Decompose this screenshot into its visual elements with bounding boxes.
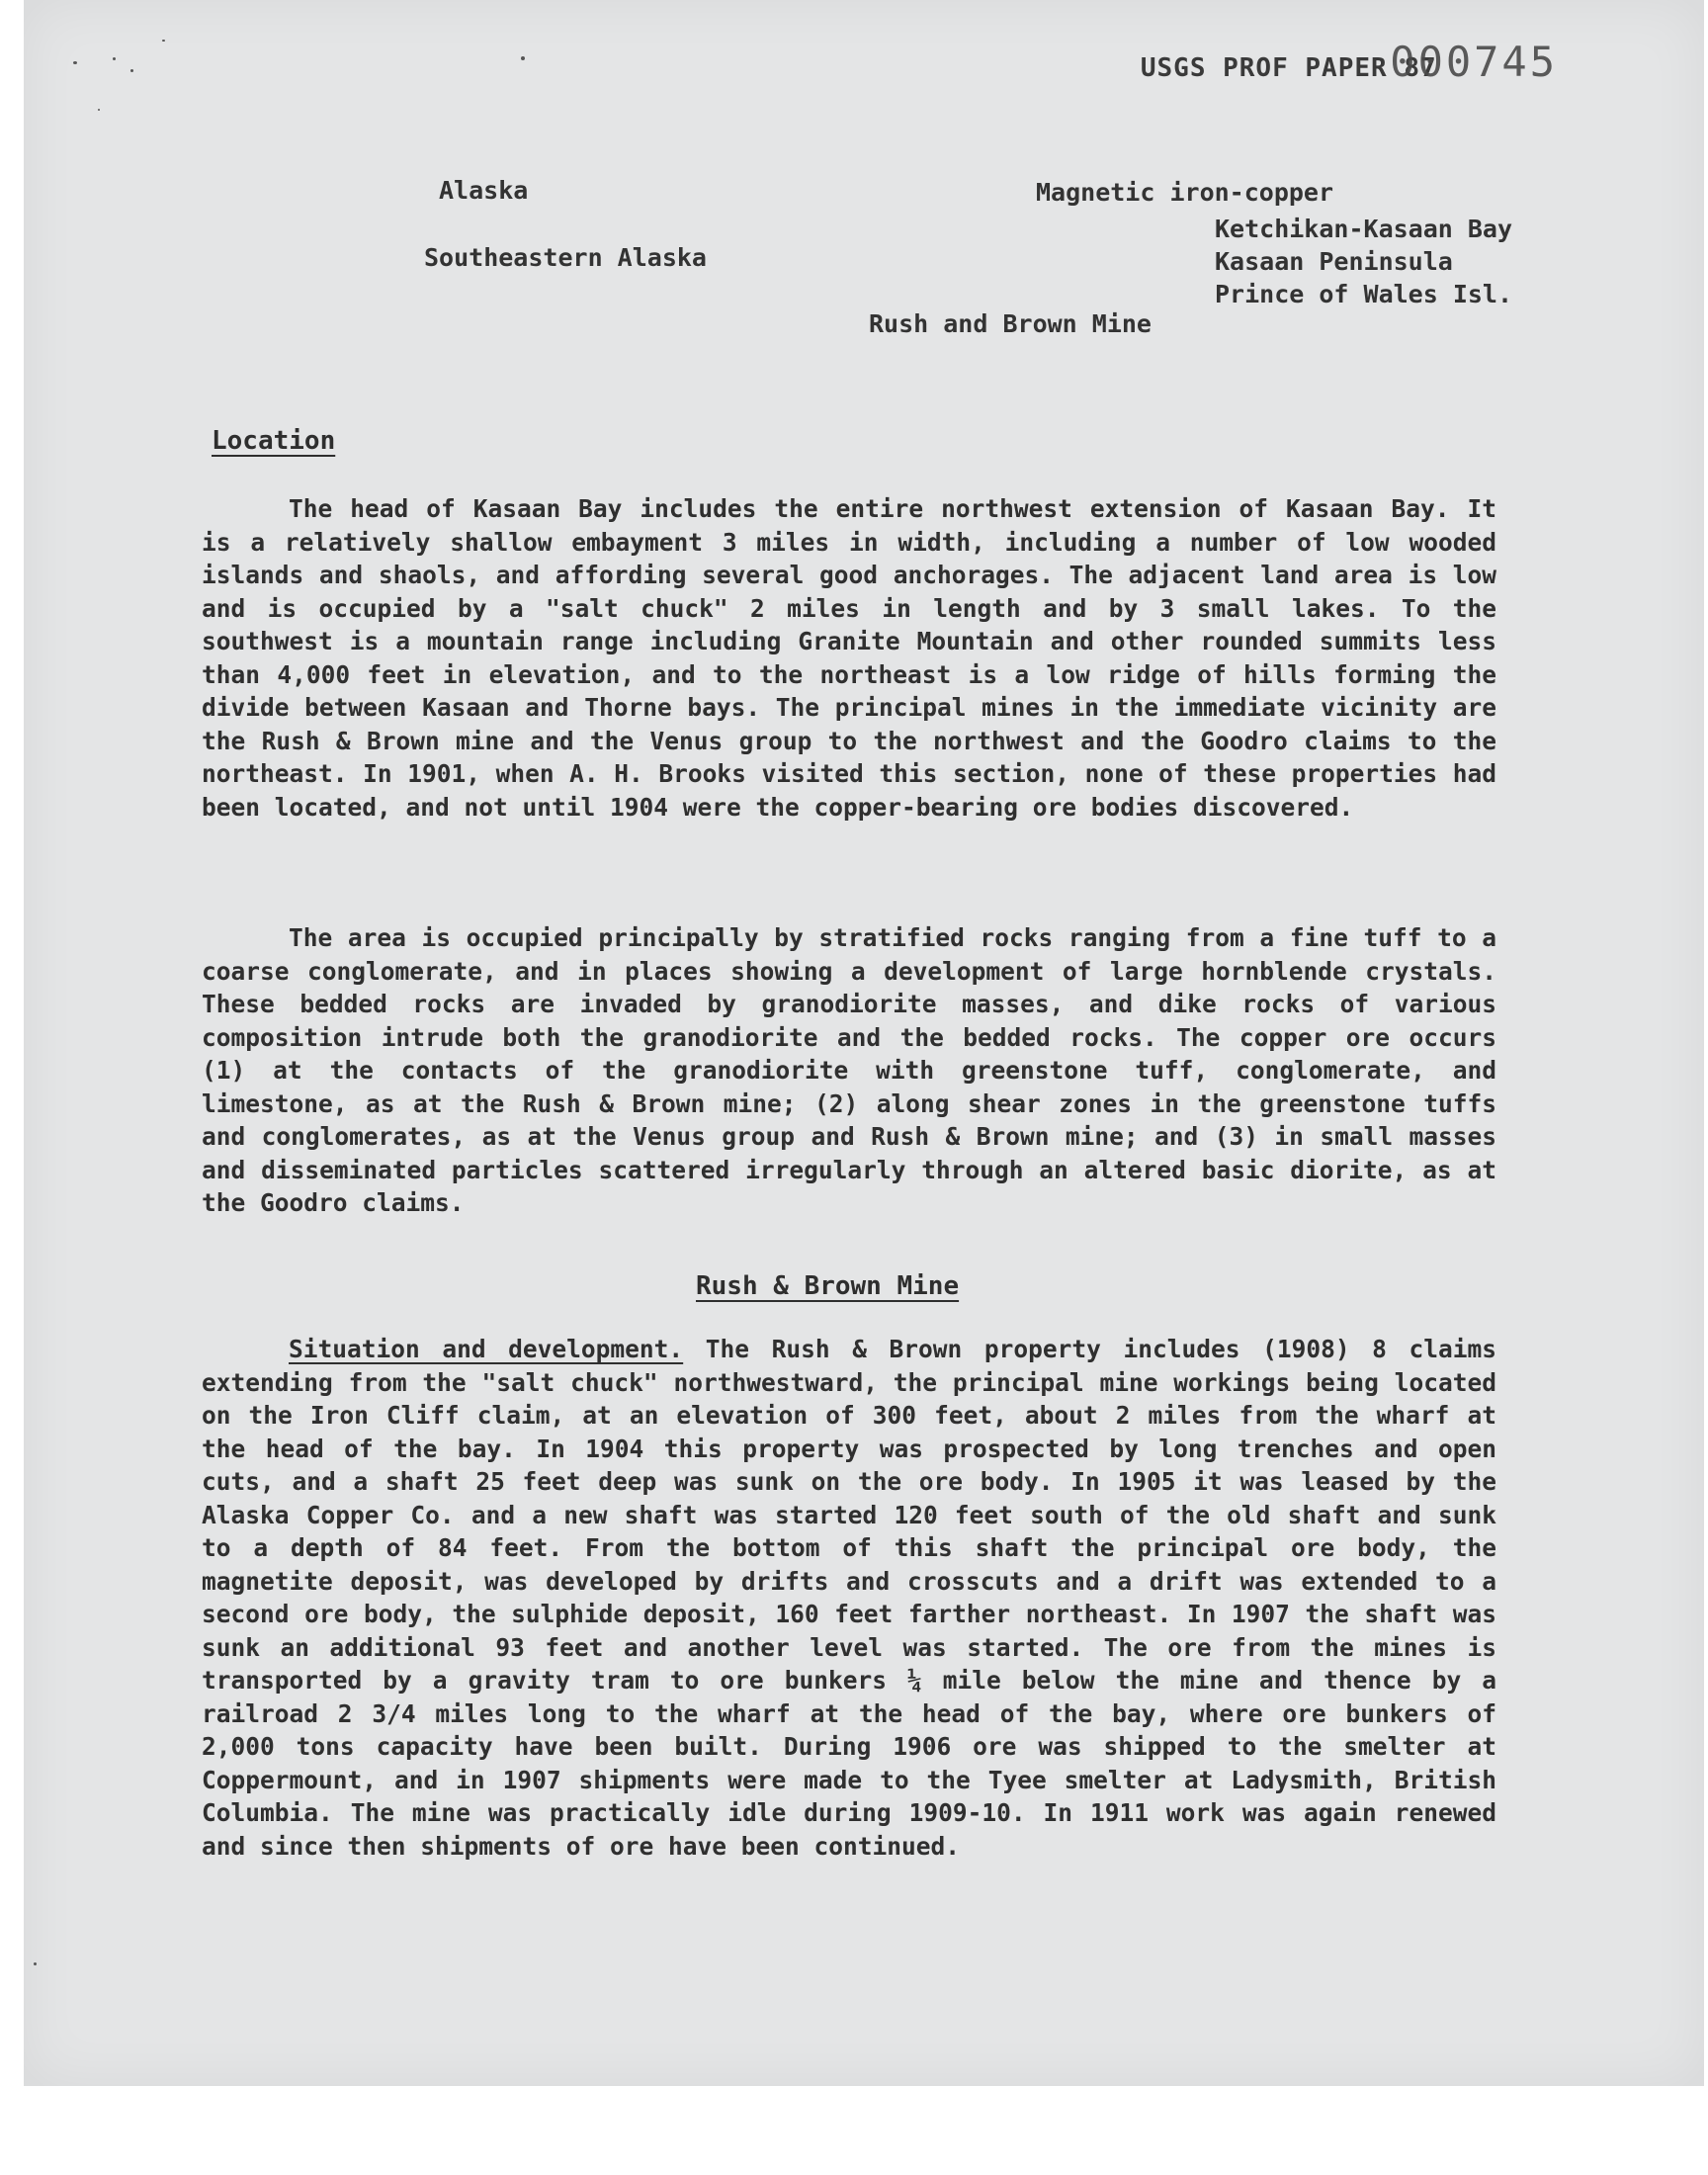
- region-heading: Southeastern Alaska: [424, 243, 707, 272]
- locality-line: Kasaan Peninsula: [1215, 247, 1453, 276]
- locality-line: Prince of Wales Isl.: [1215, 280, 1513, 308]
- mine-title: Rush and Brown Mine: [869, 309, 1152, 338]
- situation-paragraph: [202, 1333, 1496, 1863]
- document-number: [1141, 38, 1558, 86]
- geology-paragraph: The area is occupied principally by stratified rocks ranging from a fine tuff to a coarse conglomerate, and in places showing a development of large hornblende crystals. These bedded rocks are invaded by granodiorite masses, and dike rocks of various composition intrude both the granodiorite and the bedded rocks. The copper ore occurs (1) at the contacts of the granodiorite with greenstone tuff, conglomerate, and limestone, as at the Rush & Brown mine; (2) along shear zones in the greenstone tuffs and conglomerates, as at the Venus group and Rush & Brown mine; and (3) in small masses and disseminated particles scattered irregularly through an altered basic diorite, as at the Goodro claims.: [202, 923, 1496, 1217]
- section-title-location: Location: [212, 426, 336, 456]
- stamped-number: 000745: [1390, 38, 1558, 86]
- locality-list: [1215, 213, 1512, 310]
- document-page: [24, 0, 1704, 2086]
- situation-text: The Rush & Brown property includes (1908) 8 claims extending from the "salt chuck" northwestward, the principal mine workings being located on the Iron Cliff claim, at an elevation of 300 feet, about 2 miles from the wharf at the head of the bay. In 1904 this property was prospected by long trenches and open cuts, and a shaft 25 feet deep was sunk on the ore body. In 1905 it was leased by the Alaska Copper Co. and a new shaft was started 120 feet south of the old shaft and sunk to a depth of 84 feet. From the bottom of this shaft the principal ore body, the magnetite deposit, was developed by drifts and crosscuts and a drift was extended to a second ore body, the sulphide deposit, 160 feet farther northeast. In 1907 the shaft was sunk an additional 93 feet and another level was started. The ore from the mines is transported by a gravity tram to ore bunkers ¼ mile below the mine and thence by a railroad 2 3/4 miles long to the wharf at the head of the bay, where ore bunkers of 2,000 tons capacity have been built. During 1906 ore was shipped to the smelter at Coppermount, and in 1907 shipments were made to the Tyee smelter at Ladysmith, British Columbia. The mine was practically idle during 1909-10. In 1911 work was again renewed and since then shipments of ore have been continued.: [202, 1335, 1496, 1861]
- locality-line: Ketchikan-Kasaan Bay: [1215, 215, 1513, 243]
- location-paragraph: The head of Kasaan Bay includes the entire northwest extension of Kasaan Bay. It is a relatively shallow embayment 3 miles in width, including a number of low wooded islands and shaols, and affording several good anchorages. The adjacent land area is low and is occupied by a "salt chuck" 2 miles in length and by 3 small lakes. To the southwest is a mountain range including Granite Mountain and other rounded summits less than 4,000 feet in elevation, and to the northeast is a low ridge of hills forming the divide between Kasaan and Thorne bays. The principal mines in the immediate vicinity are the Rush & Brown mine and the Venus group to the northwest and the Goodro claims to the northeast. In 1901, when A. H. Brooks visited this section, none of these properties had been located, and not until 1904 were the copper-bearing ore bodies discovered.: [202, 494, 1496, 822]
- situation-lead: Situation and development.: [289, 1335, 684, 1363]
- section-title-rush-brown: Rush & Brown Mine: [696, 1271, 960, 1301]
- state-heading: Alaska: [439, 176, 529, 205]
- commodity-heading: Magnetic iron-copper: [1036, 178, 1334, 207]
- series-label: USGS PROF PAPER 87: [1140, 53, 1437, 83]
